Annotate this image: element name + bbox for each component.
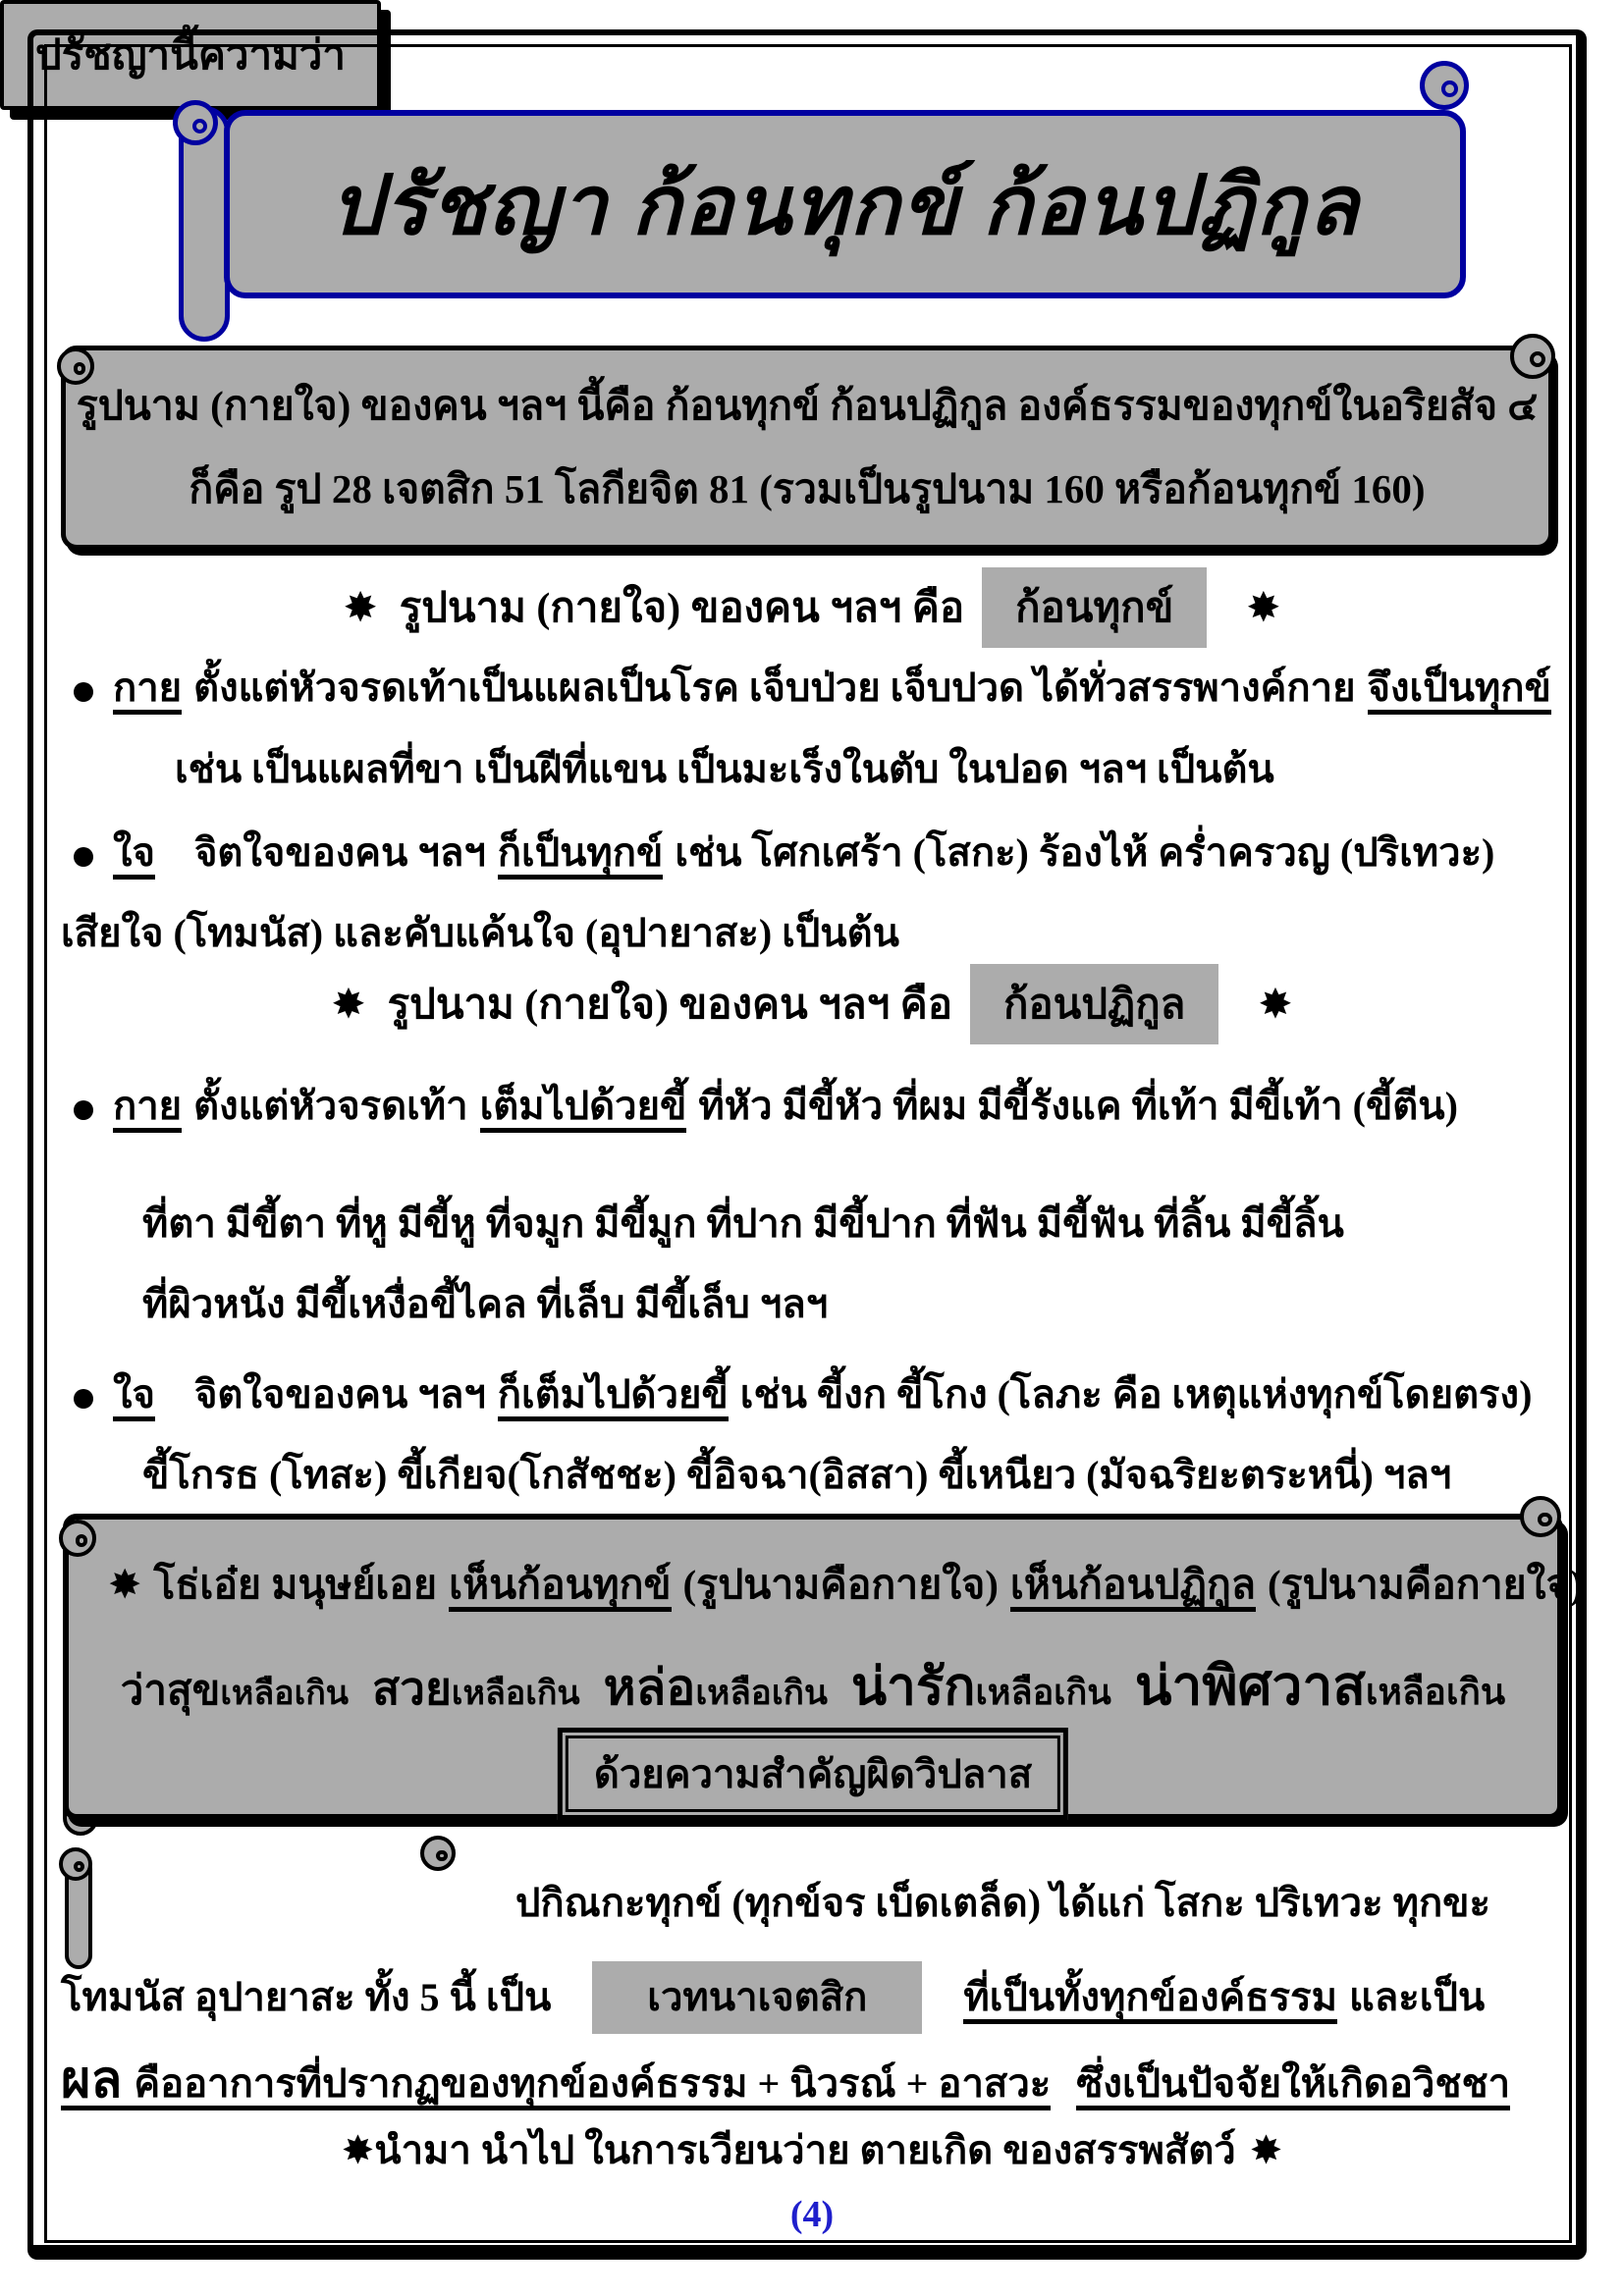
bullet-mind-line-1 bbox=[74, 1366, 1532, 1423]
scroll-curl-icon bbox=[1510, 334, 1555, 379]
bullet-text: เช่น โศกเศร้า (โสกะ) ร้องไห้ คร่ำครวญ (ปริเทวะ) bbox=[675, 830, 1495, 875]
phala-word: ผล bbox=[61, 2053, 123, 2109]
underlined-phrase: คืออาการที่ปรากฏของทุกข์องค์ธรรม + นิวรณ์ + อาสวะ bbox=[134, 2061, 1052, 2106]
bullet-text: ตั้งแต่หัวจรดเท้า bbox=[193, 1084, 468, 1128]
lament-paren: (รูปนามคือกายใจ) bbox=[1267, 1562, 1584, 1607]
star-icon: ✸ bbox=[1246, 583, 1281, 631]
lament-word: สวย bbox=[372, 1664, 452, 1714]
closing-line bbox=[61, 2122, 1563, 2179]
underlined-phrase: ซึ่งเป็นปัจจัยให้เกิดอวิชชา bbox=[1076, 2061, 1510, 2110]
bullet-text: จิตใจของคน ฯลฯ bbox=[193, 1372, 486, 1416]
scroll-curl-icon bbox=[420, 1836, 456, 1871]
underlined-phrase: ก็เป็นทุกข์ bbox=[498, 830, 664, 880]
conclusion-text: โทมนัส อุปายาสะ ทั้ง 5 นี้ เป็น bbox=[61, 1975, 552, 2019]
star-icon: ✸ bbox=[1258, 980, 1293, 1028]
underlined-phrase: เห็นก้อนทุกข์ bbox=[449, 1562, 671, 1612]
lament-word-rest: เหลือเกิน bbox=[451, 1676, 580, 1712]
lament-word-rest: เหลือเกิน bbox=[695, 1674, 828, 1712]
bullet-icon bbox=[74, 682, 93, 702]
lament-paren: (รูปนามคือกายใจ) bbox=[682, 1562, 999, 1607]
scroll-curl-icon bbox=[1520, 1496, 1561, 1537]
bullet-icon bbox=[74, 1389, 93, 1409]
bullet-icon bbox=[74, 1100, 93, 1120]
scroll-curl-icon bbox=[59, 1520, 96, 1557]
intro-line-1: รูปนาม (กายใจ) ของคน ฯลฯ นี้คือ ก้อนทุกข์ ก้อนปฏิกูล องค์ธรรมของทุกข์ในอริยสัจ ๔ bbox=[76, 383, 1539, 428]
scroll-curl-icon bbox=[57, 347, 94, 385]
scroll-curl-icon bbox=[173, 100, 218, 145]
lament-line-1 bbox=[108, 1553, 1584, 1617]
star-icon: ✸ bbox=[341, 2128, 375, 2173]
page-number: (4) bbox=[789, 2194, 835, 2235]
bullet-label: กาย bbox=[113, 666, 182, 715]
vedana-highlight-box: เวทนาเจตสิก bbox=[592, 1961, 922, 2034]
underlined-phrase: เห็นก้อนปฏิกูล bbox=[1010, 1562, 1256, 1612]
bullet-text: ที่หัว มีขี้หัว ที่ผม มีขี้รังแค ที่เท้า มีขี้เท้า (ขี้ตีน) bbox=[698, 1084, 1458, 1128]
bullet-mind-line-2: เสียใจ (โทมนัส) และคับแค้นใจ (อุปายาสะ) เป็นต้น bbox=[61, 911, 899, 955]
lament-word: น่าพิศวาส bbox=[1134, 1656, 1366, 1716]
bullet-body-line-1 bbox=[74, 1078, 1458, 1135]
lament-word: น่ารัก bbox=[850, 1659, 976, 1716]
bullet-mind-line-2: ขี้โกรธ (โทสะ) ขี้เกียจ(โกสัชชะ) ขี้อิจฉา(อิสสา) ขี้เหนียว (มัจฉริยะตระหนี่) ฯลฯ bbox=[142, 1453, 1452, 1497]
heading-highlight-box: ก้อนทุกข์ bbox=[982, 567, 1207, 648]
bullet-label: ใจ bbox=[113, 830, 155, 880]
star-icon: ✸ bbox=[343, 583, 378, 631]
section-heading-dukkha bbox=[61, 567, 1563, 648]
lament-word-rest: เหลือเกิน bbox=[975, 1673, 1111, 1712]
lament-intro: โธ่เอ๋ย มนุษย์เอย bbox=[153, 1562, 438, 1607]
lament-line-2 bbox=[69, 1643, 1557, 1729]
star-icon: ✸ bbox=[331, 980, 366, 1028]
page-title: ปรัชญา ก้อนทุกข์ ก้อนปฏิกูล bbox=[329, 161, 1361, 252]
title-banner bbox=[224, 110, 1466, 298]
bullet-label: ใจ bbox=[113, 1372, 155, 1421]
underlined-phrase: ก็เต็มไปด้วยขี้ bbox=[498, 1372, 729, 1421]
bullet-body-line-2: ที่ตา มีขี้ตา ที่หู มีขี้หู ที่จมูก มีขี้มูก ที่ปาก มีขี้ปาก ที่ฟัน มีขี้ฟัน ที่ลิ้น มีขี้ลิ้น bbox=[142, 1201, 1344, 1246]
underlined-phrase: จึงเป็นทุกข์ bbox=[1368, 666, 1551, 715]
section-heading-patikula bbox=[61, 964, 1563, 1044]
conclusion-line-3 bbox=[61, 2044, 1563, 2117]
bullet-icon bbox=[74, 847, 93, 867]
bullet-label: กาย bbox=[113, 1084, 182, 1133]
conclusion-label: ปรัชญานี้ความว่า bbox=[35, 33, 346, 79]
closing-text: นำมา นำไป ในการเวียนว่าย ตายเกิด ของสรรพสัตว์ bbox=[374, 2128, 1236, 2172]
vipallasa-box bbox=[558, 1728, 1068, 1820]
bullet-text: เช่น ขี้งก ขี้โกง (โลภะ คือ เหตุแห่งทุกข์โดยตรง) bbox=[739, 1372, 1533, 1416]
star-icon: ✸ bbox=[108, 1561, 142, 1608]
lament-word-rest: เหลือเกิน bbox=[220, 1676, 350, 1712]
scroll-curl-icon bbox=[1420, 61, 1469, 110]
star-icon: ✸ bbox=[1249, 2128, 1283, 2173]
intro-line-2: ก็คือ รูป 28 เจตสิก 51 โลกียจิต 81 (รวมเป็นรูปนาม 160 หรือก้อนทุกข์ 160) bbox=[189, 466, 1426, 511]
heading-text: รูปนาม (กายใจ) ของคน ฯลฯ คือ bbox=[387, 983, 952, 1028]
lament-word: หล่อ bbox=[603, 1660, 696, 1715]
lament-banner bbox=[63, 1514, 1584, 1820]
bullet-body-line-2: เช่น เป็นแผลที่ขา เป็นฝีที่แขน เป็นมะเร็งในตับ ในปอด ฯลฯ เป็นต้น bbox=[175, 747, 1274, 791]
vipallasa-text: ด้วยความสำคัญผิดวิปลาส bbox=[566, 1735, 1060, 1812]
underlined-phrase: เต็มไปด้วยขี้ bbox=[480, 1084, 687, 1133]
heading-text: รูปนาม (กายใจ) ของคน ฯลฯ คือ bbox=[399, 586, 965, 631]
lament-word-rest: เหลือเกิน bbox=[1365, 1673, 1506, 1713]
conclusion-line-1: ปกิณกะทุกข์ (ทุกข์จร เบ็ดเตล็ด) ได้แก่ โสกะ ปริเทวะ ทุกขะ bbox=[515, 1881, 1490, 1925]
lament-word: ว่าสุข bbox=[120, 1669, 221, 1714]
underlined-phrase: ที่เป็นทั้งทุกข์องค์ธรรม bbox=[963, 1975, 1337, 2024]
heading-highlight-box: ก้อนปฏิกูล bbox=[970, 964, 1218, 1044]
conclusion-line-2 bbox=[61, 1961, 1563, 2034]
conclusion-text: และเป็น bbox=[1349, 1975, 1486, 2019]
bullet-mind-line-1 bbox=[74, 825, 1494, 881]
intro-banner bbox=[61, 346, 1553, 550]
bullet-body-line-3: ที่ผิวหนัง มีขี้เหงื่อขี้ไคล ที่เล็บ มีขี้เล็บ ฯลฯ bbox=[142, 1282, 829, 1326]
bullet-body-line-1 bbox=[74, 660, 1551, 717]
bullet-text: ตั้งแต่หัวจรดเท้าเป็นแผลเป็นโรค เจ็บป่วย เจ็บปวด ได้ทั่วสรรพางค์กาย bbox=[193, 666, 1356, 710]
scroll-curl-icon bbox=[59, 1847, 92, 1881]
bullet-text: จิตใจของคน ฯลฯ bbox=[193, 830, 486, 875]
